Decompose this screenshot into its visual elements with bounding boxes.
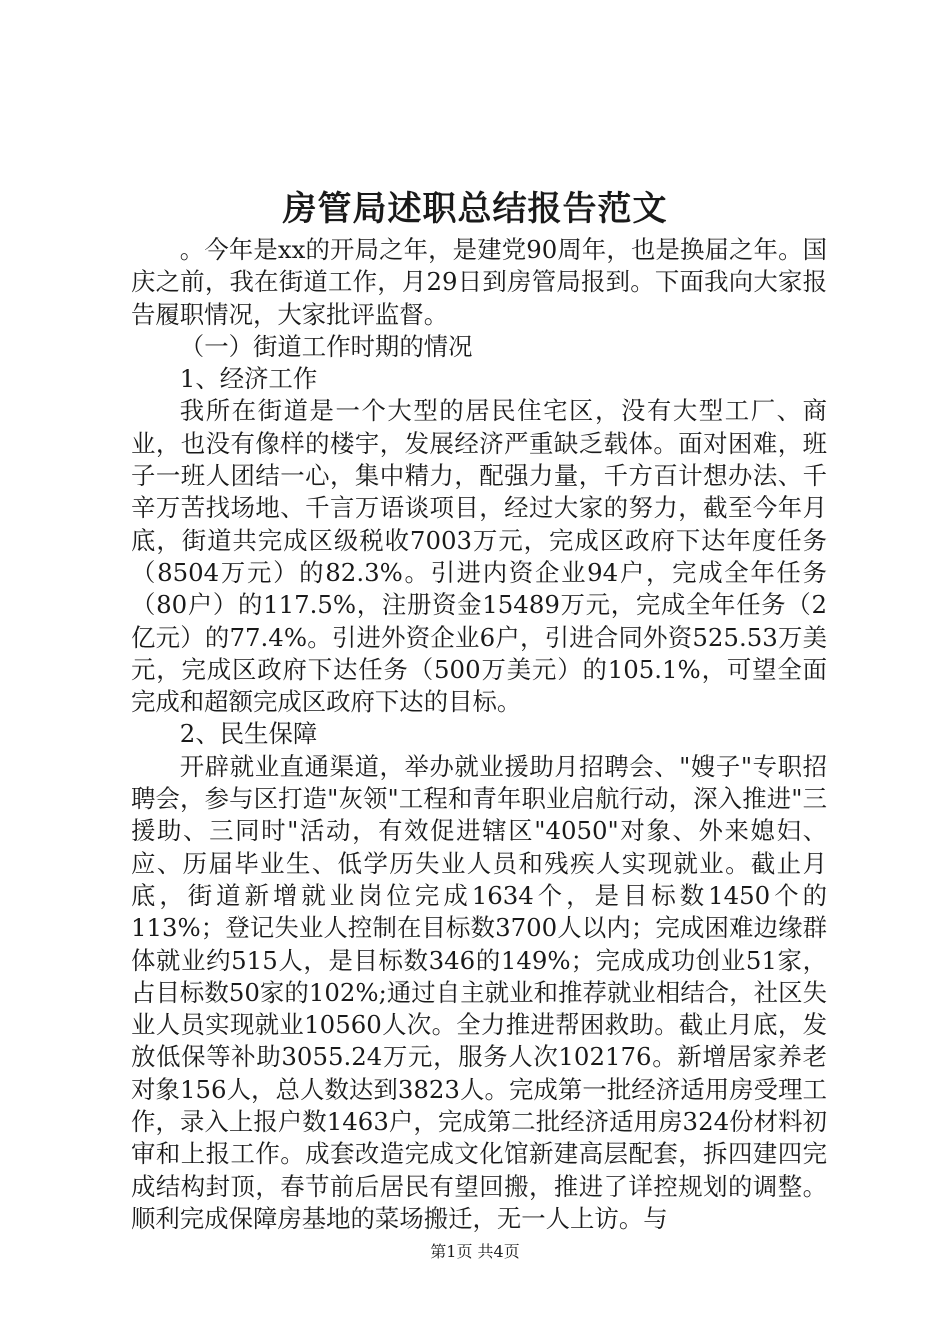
paragraph-intro: 。今年是xx的开局之年，是建党90周年，也是换届之年。国庆之前，我在街道工作，月29日到房管局报到。下面我向大家报告履职情况，大家批评监督。 — [131, 235, 827, 329]
page-footer: 第1页 共4页 — [430, 1242, 520, 1261]
subheading-economic-work: 1、经济工作 — [179, 364, 318, 394]
document-title: 房管局述职总结报告范文 — [282, 189, 668, 229]
paragraph-economic-work: 我所在街道是一个大型的居民住宅区，没有大型工厂、商业，也没有像样的楼宇，发展经济严重缺乏载体。面对困难，班子一班人团结一心，集中精力，配强力量，千方百计想办法、千辛万苦找场地、千言万语谈项目，经过大家的努力，截至今年月底，街道共完成区级税收7003万元，完成区政府下达年度任务（8504万元）的82.3%。引进内资企业94户，完成全年任务（80户）的117.5%，注册资金15489万元，完成全年任务（2亿元）的77.4%。引进外资企业6户，引进合同外资525.53万美元，完成区政府下达任务（500万美元）的105.1%，可望全面完成和超额完成区政府下达的目标。 — [131, 396, 827, 717]
paragraph-livelihood: 开辟就业直通渠道，举办就业援助月招聘会、"嫂子"专职招聘会，参与区打造"灰领"工程和青年职业启航行动，深入推进"三援助、三同时"活动，有效促进辖区"4050"对象、外来媳妇、应、历届毕业生、低学历失业人员和残疾人实现就业。截止月底，街道新增就业岗位完成1634个，是目标数1450个的113%；登记失业人控制在目标数3700人以内；完成困难边缘群体就业约515人，是目标数346的149%；完成成功创业51家，占目标数50家的102%;通过自主就业和推荐就业相结合，社区失业人员实现就业10560人次。全力推进帮困救助。截止月底，发放低保等补助3055.24万元，服务人次102176。新增居家养老对象156人，总人数达到3823人。完成第一批经济适用房受理工作，录入上报户数1463户，完成第二批经济适用房324份材料初审和上报工作。成套改造完成文化馆新建高层配套，拆四建四完成结构封顶，春节前后居民有望回搬，推进了详控规划的调整。顺利完成保障房基地的菜场搬迁，无一人上访。与 — [131, 751, 827, 1233]
document-body — [131, 234, 827, 1235]
section-heading-street-work: （一）街道工作时期的情况 — [179, 331, 473, 361]
subheading-livelihood: 2、民生保障 — [179, 719, 318, 749]
